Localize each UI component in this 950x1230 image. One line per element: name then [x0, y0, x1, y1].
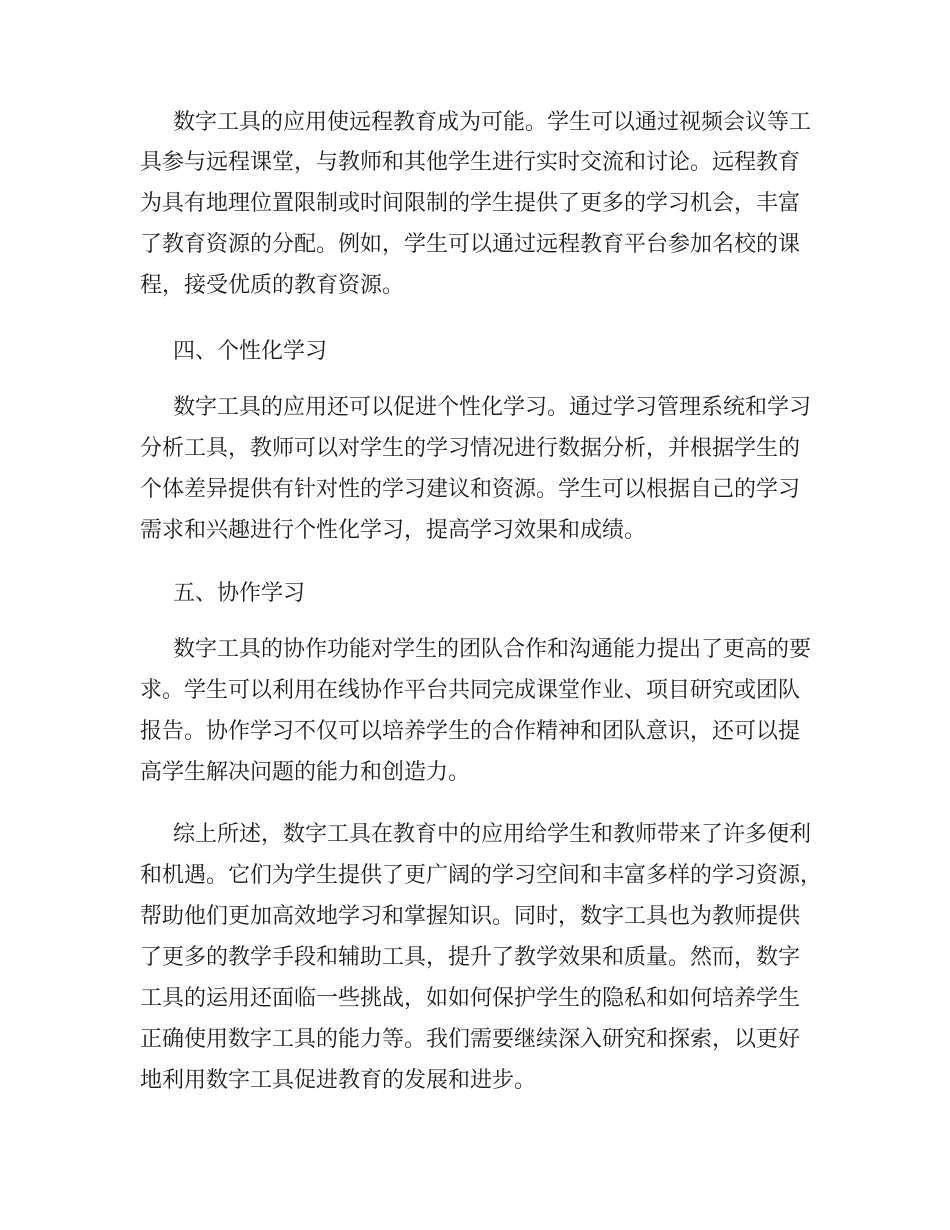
paragraph-line: 工具的运用还面临一些挑战，如如何保护学生的隐私和如何培养学生	[140, 986, 801, 1011]
paragraph-line: 综上所述，数字工具在教育中的应用给学生和教师带来了许多便利	[173, 822, 812, 847]
paragraph-line: 和机遇。它们为学生提供了更广阔的学习空间和丰富多样的学习资源，	[140, 863, 823, 888]
paragraph-line: 了教育资源的分配。例如，学生可以通过远程教育平台参加名校的课	[140, 232, 801, 257]
paragraph-line: 数字工具的应用还可以促进个性化学习。通过学习管理系统和学习	[173, 395, 812, 420]
paragraph-line: 帮助他们更加高效地学习和掌握知识。同时，数字工具也为教师提供	[140, 904, 801, 929]
section-heading-collaborative-learning: 五、协作学习	[173, 581, 306, 606]
paragraph-line: 程，接受优质的教育资源。	[140, 273, 405, 298]
paragraph-line: 地利用数字工具促进教育的发展和进步。	[140, 1068, 537, 1093]
paragraph-line: 高学生解决问题的能力和创造力。	[140, 760, 471, 785]
paragraph-line: 数字工具的应用使远程教育成为可能。学生可以通过视频会议等工	[173, 110, 812, 135]
paragraph-line: 正确使用数字工具的能力等。我们需要继续深入研究和探索，以更好	[140, 1027, 801, 1052]
section-heading-personalized-learning: 四、个性化学习	[173, 339, 328, 364]
paragraph-line: 报告。协作学习不仅可以培养学生的合作精神和团队意识，还可以提	[140, 719, 801, 744]
paragraph-line: 个体差异提供有针对性的学习建议和资源。学生可以根据自己的学习	[140, 477, 801, 502]
paragraph-line: 了更多的教学手段和辅助工具，提升了教学效果和质量。然而，数字	[140, 945, 801, 970]
paragraph-line: 需求和兴趣进行个性化学习，提高学习效果和成绩。	[140, 518, 647, 543]
paragraph-line: 为具有地理位置限制或时间限制的学生提供了更多的学习机会，丰富	[140, 191, 801, 216]
paragraph-line: 具参与远程课堂，与教师和其他学生进行实时交流和讨论。远程教育	[140, 150, 801, 175]
paragraph-line: 数字工具的协作功能对学生的团队合作和沟通能力提出了更高的要	[173, 637, 812, 662]
paragraph-line: 分析工具，教师可以对学生的学习情况进行数据分析，并根据学生的	[140, 436, 801, 461]
paragraph-line: 求。学生可以利用在线协作平台共同完成课堂作业、项目研究或团队	[140, 678, 801, 703]
